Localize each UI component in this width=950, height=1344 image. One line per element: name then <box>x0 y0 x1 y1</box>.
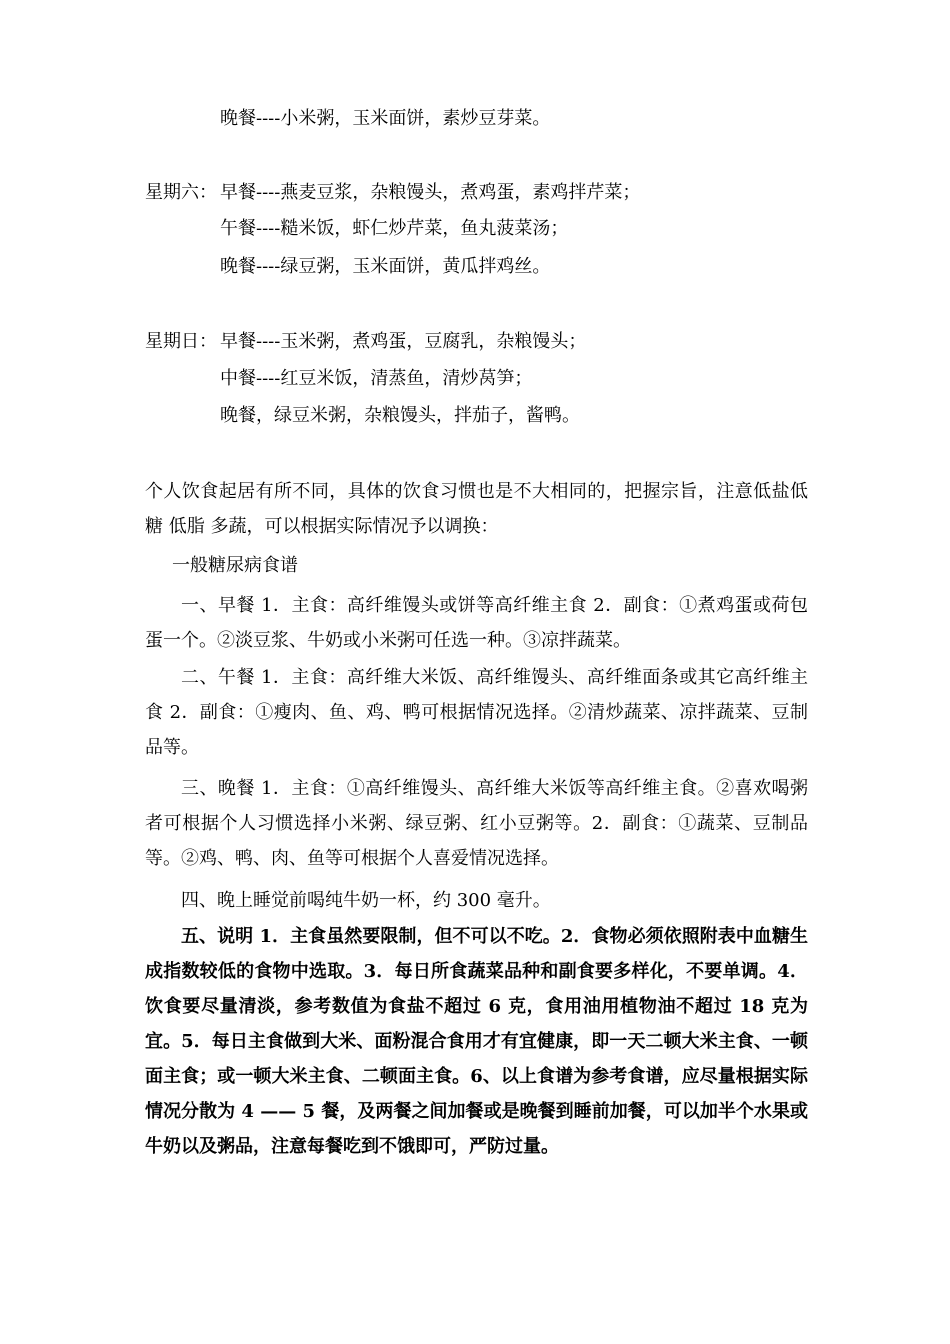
saturday-lunch: 午餐----糙米饭，虾仁炒芹菜，鱼丸菠菜汤； <box>220 218 569 239</box>
saturday-breakfast: 早餐----燕麦豆浆，杂粮馒头，煮鸡蛋，素鸡拌芹菜； <box>220 182 641 203</box>
saturday-dinner: 晚餐----绿豆粥，玉米面饼，黄瓜拌鸡丝。 <box>220 256 551 277</box>
bedtime-paragraph: 四、晚上睡觉前喝纯牛奶一杯，约 300 毫升。 <box>181 890 551 911</box>
sunday-breakfast: 早餐----玉米粥，煮鸡蛋，豆腐乳，杂粮馒头； <box>220 331 587 352</box>
sunday-lunch: 中餐----红豆米饭，清蒸鱼，清炒莴笋； <box>220 368 533 389</box>
notes-paragraph: 五、说明 1．主食虽然要限制，但不可以不吃。2．食物必须依照附表中血糖生成指数较低的食物中选取。3．每日所食蔬菜品种和副食要多样化，不要单调。4．饮食要尽量清淡，参考数值为食盐不超过 6 克，食用油用植物油不超过 18 克为宜。5．每日主食做到大米、面粉混合食用才有宜健康，即一天二顿大米主食、一顿面主食；或一顿大米主食、二顿面主食。6、以上食谱为参考食谱，应尽量根据实际情况分散为 4 —— 5 餐，及两餐之间加餐或是晚餐到睡前加餐，可以加半个水果或牛奶以及粥品，注意每餐吃到不饿即可，严防过量。 <box>145 926 808 1157</box>
breakfast-paragraph: 一、早餐 1．主食：高纤维馒头或饼等高纤维主食 2．副食：①煮鸡蛋或荷包蛋一个。②淡豆浆、牛奶或小米粥可任选一种。③凉拌蔬菜。 <box>145 595 808 651</box>
saturday-label: 星期六： <box>145 182 217 203</box>
dinner-paragraph: 三、晚餐 1．主食：①高纤维馒头、高纤维大米饭等高纤维主食。②喜欢喝粥者可根据个人习惯选择小米粥、绿豆粥、红小豆粥等。2．副食：①蔬菜、豆制品等。②鸡、鸭、肉、鱼等可根据个人喜爱情况选择。 <box>145 778 808 869</box>
friday-dinner: 晚餐----小米粥，玉米面饼，素炒豆芽菜。 <box>220 108 551 129</box>
sunday-label: 星期日： <box>145 331 217 352</box>
lunch-paragraph: 二、午餐 1．主食：高纤维大米饭、高纤维馒头、高纤维面条或其它高纤维主食 2．副食：①瘦肉、鱼、鸡、鸭可根据情况选择。②清炒蔬菜、凉拌蔬菜、豆制品等。 <box>145 667 808 758</box>
sunday-dinner: 晚餐，绿豆米粥，杂粮馒头，拌茄子，酱鸭。 <box>220 405 580 426</box>
intro-paragraph: 个人饮食起居有所不同，具体的饮食习惯也是不大相同的，把握宗旨，注意低盐低糖 低脂 多蔬，可以根据实际情况予以调换： <box>145 481 808 537</box>
recipe-title: 一般糖尿病食谱 <box>172 555 298 576</box>
